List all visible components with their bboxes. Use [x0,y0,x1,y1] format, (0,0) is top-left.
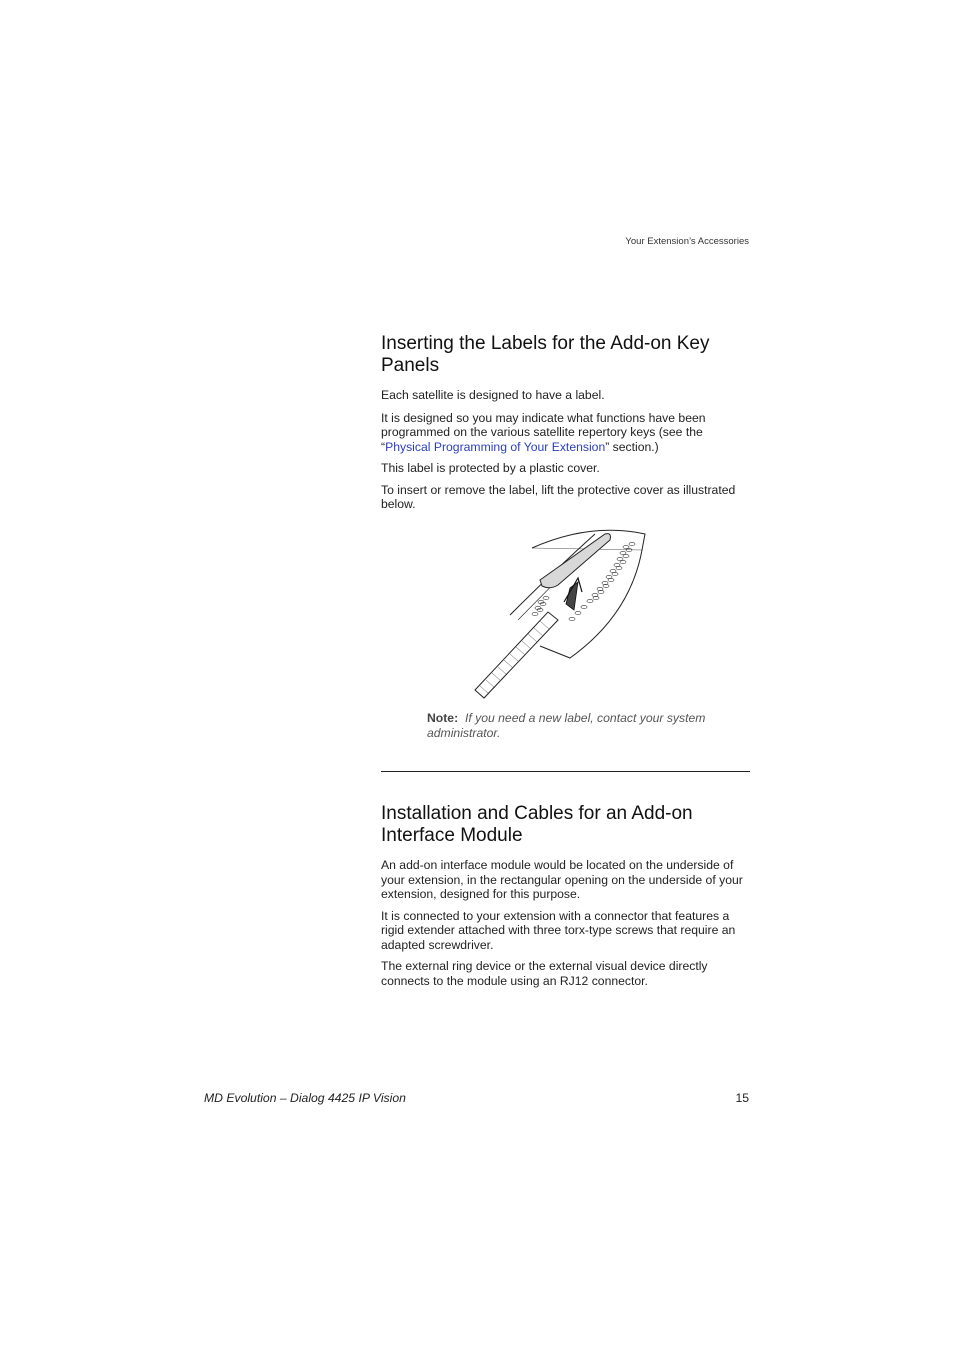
paragraph: An add-on interface module would be located on the underside of your extension, in the rectangular opening on the underside of your extension, designed for this purpose. [381,858,743,901]
paragraph: To insert or remove the label, lift the protective cover as illustrated below. [381,482,736,511]
paragraph: Each satellite is designed to have a label. [381,388,605,402]
paragraph: It is designed so you may indicate what functions have been programmed on the various satellite repertory keys (see the “Physical Programming of Your Extension” section.) [381,410,706,454]
paragraph: It is connected to your extension with a connector that features a rigid extender attached with three torx-type screws that require an adapted screwdriver. [381,908,736,952]
running-header: Your Extension’s Accessories [625,236,749,247]
physical-programming-link[interactable]: Physical Programming of Your Extension [385,439,606,454]
section-interface-module [381,803,750,988]
note-label: Note: [427,711,459,725]
note [427,711,757,740]
section-title: Inserting the Labels for the Add-on Key Panels [381,333,710,376]
paragraph: This label is protected by a plastic cover. [381,461,600,475]
section-title: Installation and Cables for an Add-on Interface Module [381,803,693,846]
label-insertion-illustration [470,520,650,700]
paragraph: The external ring device or the external visual device directly connects to the module using an RJ12 connector. [381,959,708,988]
section-inserting-labels [381,333,750,512]
page-number: 15 [735,1091,749,1105]
section-divider [381,771,750,772]
note-text: If you need a new label, contact your system administrator. [427,711,706,740]
footer-doc-title: MD Evolution – Dialog 4425 IP Vision [204,1091,406,1105]
